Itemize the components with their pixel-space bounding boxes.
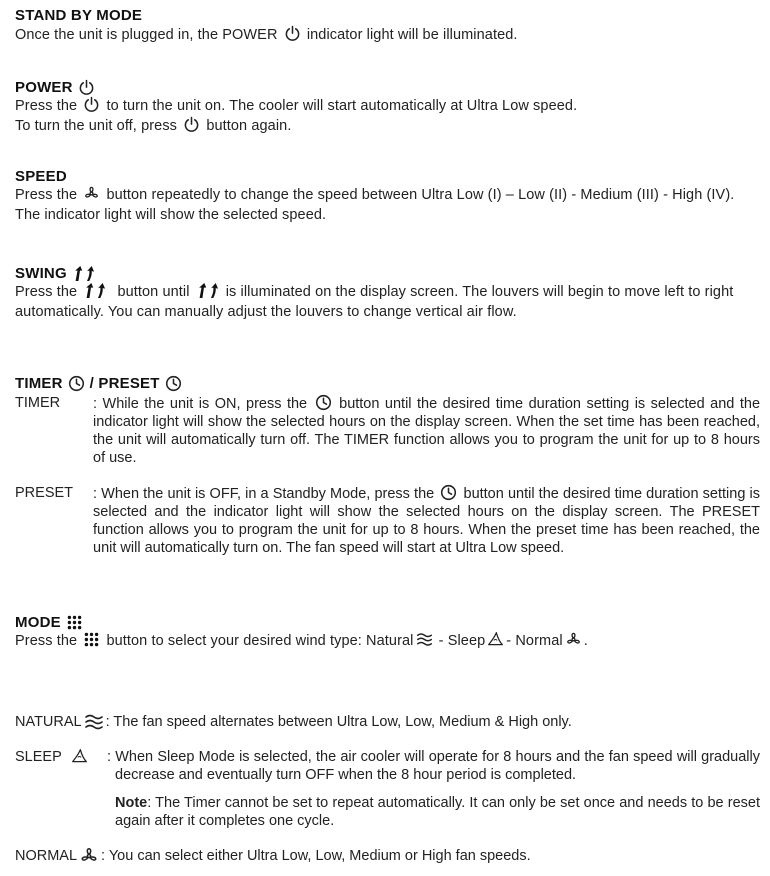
note-label: Note [115, 795, 148, 811]
natural-row [15, 712, 760, 732]
timer-section [15, 375, 760, 392]
clock-icon [315, 394, 332, 411]
timer-row [15, 394, 760, 467]
preset-row [15, 484, 760, 557]
natural-wind-icon [416, 631, 433, 648]
standby-section [15, 7, 760, 45]
swing-icon [196, 282, 224, 299]
clock-icon [68, 375, 85, 392]
sleep-row [15, 748, 760, 830]
swing-section [15, 265, 760, 322]
sleep-text: : When Sleep Mode is selected, the air cooler will operate for 8 hours and the fan speed will gradually decrease and eventually turn OFF when the 8 hour period is completed. Note: The Timer cannot be set to repeat automatically. It can only be set once and needs to be reset again after it completes one cycle. [107, 749, 760, 829]
sleep-label-group [15, 748, 93, 830]
sleep-note: Note: The Timer cannot be set to repeat automatically. It can only be set once and needs to be reset again after it completes one cycle. [115, 795, 760, 829]
timer-label: TIMER [15, 395, 61, 411]
natural-label-group [15, 712, 106, 732]
mode-section [15, 614, 760, 651]
timer-title: TIMER / PRESET [15, 375, 760, 392]
mode-title: MODE [15, 614, 760, 631]
fan-icon [565, 631, 582, 648]
normal-label: NORMAL [15, 848, 78, 864]
speed-title: SPEED [15, 168, 67, 185]
fan-icon [79, 846, 99, 866]
fan-icon [83, 185, 100, 202]
normal-label-group [15, 846, 101, 866]
clock-icon [440, 484, 457, 501]
sleep-label: SLEEP [15, 749, 62, 765]
power-icon [83, 96, 100, 113]
power-title: POWER [15, 79, 760, 96]
power-text-line1: Press the to turn the unit on. The cooler will start automatically at Ultra Low speed. [15, 98, 578, 114]
clock-icon [165, 375, 182, 392]
timer-text: : While the unit is ON, press the button until the desired time duration setting is selected and the indicator light will show the selected hours on the display screen. When the set time has been reached, the unit will automatically turn off. The TIMER function allows you to program the unit for up to 8 hours of use. [93, 396, 761, 466]
standby-title: STAND BY MODE [15, 7, 143, 24]
sleep-mode-icon [71, 748, 88, 765]
normal-text: : You can select either Ultra Low, Low, Medium or High fan speeds. [101, 848, 531, 864]
mode-dots-icon [66, 614, 83, 631]
swing-icon [83, 282, 111, 299]
mode-dots-icon [83, 631, 100, 648]
power-text-line2: To turn the unit off, press button again. [15, 118, 292, 134]
power-icon [183, 116, 200, 133]
natural-label: NATURAL [15, 714, 82, 730]
speed-text: Press the button repeatedly to change the speed between Ultra Low (I) – Low (II) - Medium (III) - High (IV). The indicator light will show the selected speed. [15, 187, 735, 223]
speed-section [15, 168, 760, 225]
power-icon [284, 25, 301, 42]
preset-text: : When the unit is OFF, in a Standby Mode, press the button until the desired time duration setting is selected and the indicator light will show the selected hours on the display screen. The PRESET function allows you to program the unit for up to 8 hours. When the preset time has been reached, the unit will automatically turn on. The fan speed will start at Ultra Low speed. [93, 486, 761, 556]
standby-text: Once the unit is plugged in, the POWER indicator light will be illuminated. [15, 27, 518, 43]
swing-title: SWING [15, 265, 760, 282]
normal-row [15, 846, 760, 866]
swing-icon [72, 265, 100, 282]
natural-text: : The fan speed alternates between Ultra Low, Low, Medium & High only. [105, 714, 572, 730]
natural-wind-icon [84, 712, 104, 732]
sleep-mode-icon [487, 631, 504, 648]
power-section [15, 79, 760, 136]
mode-text: Press the button to select your desired wind type: Natural - Sleep - Normal . [15, 633, 588, 649]
power-icon [78, 79, 95, 96]
swing-text: Press the button until is illuminated on the display screen. The louvers will begin to move left to right automatically. You can manually adjust the louvers to change vertical air flow. [15, 284, 734, 320]
preset-label: PRESET [15, 485, 74, 501]
